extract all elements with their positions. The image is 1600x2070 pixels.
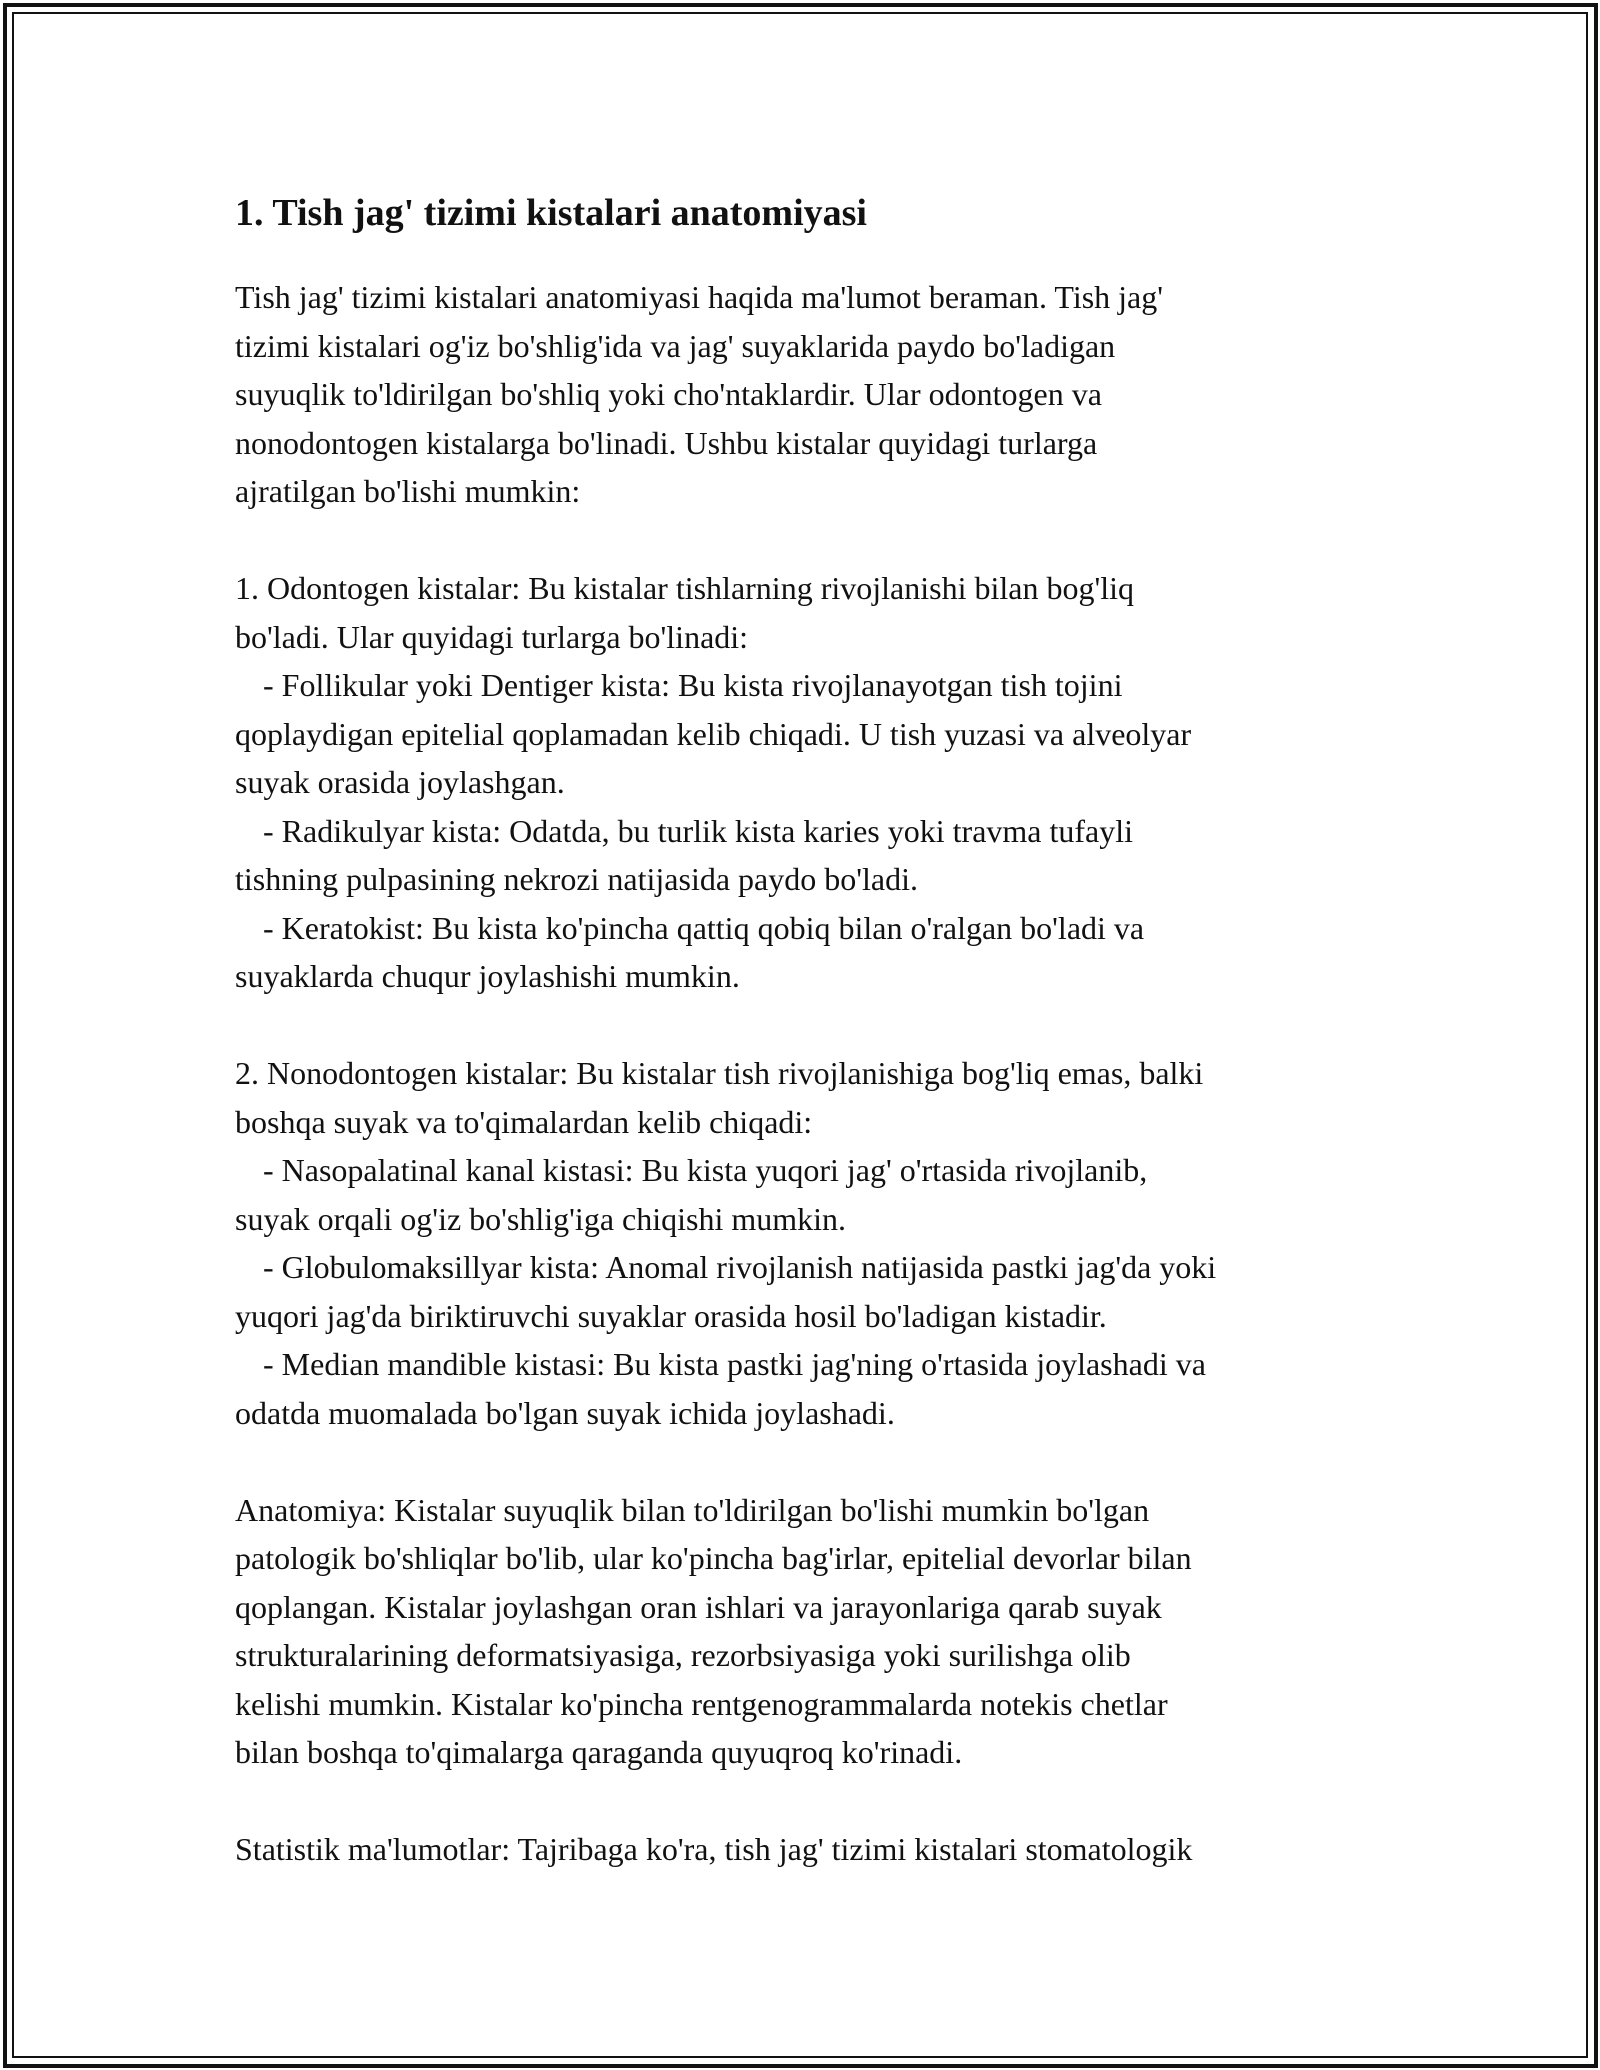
- document-title: 1. Tish jag' tizimi kistalari anatomiyasi: [235, 192, 867, 234]
- text-line: nonodontogen kistalarga bo'linadi. Ushbu kistalar quyidagi turlarga: [235, 424, 1098, 461]
- text-line: Statistik ma'lumotlar: Tajribaga ko'ra, tish jag' tizimi kistalari stomatologik: [235, 1831, 1193, 1867]
- text-line: 2. Nonodontogen kistalar: Bu kistalar tish rivojlanishiga bog'liq emas, balki: [235, 1055, 1204, 1091]
- text-line: kelishi mumkin. Kistalar ko'pincha rentgenogrammalarda notekis chetlar: [235, 1685, 1168, 1722]
- text-line: boshqa suyak va to'qimalardan kelib chiqadi:: [235, 1103, 813, 1140]
- text-line: tizimi kistalari og'iz bo'shlig'ida va jag' suyaklarida paydo bo'ladigan: [235, 327, 1116, 364]
- text-line: suyaklarda chuqur joylashishi mumkin.: [235, 958, 740, 994]
- list-item-line: - Follikular yoki Dentiger kista: Bu kista rivojlanayotgan tish tojini: [263, 667, 1123, 703]
- paragraph-spacer: [235, 516, 1365, 565]
- paragraph-spacer: [235, 1777, 1365, 1826]
- text-line: yuqori jag'da biriktiruvchi suyaklar orasida hosil bo'ladigan kistadir.: [235, 1297, 1107, 1334]
- text-line: suyak orasida joylashgan.: [235, 764, 565, 800]
- anatomy-paragraph: [235, 1486, 1365, 1777]
- list-item-line: - Radikulyar kista: Odatda, bu turlik kista karies yoki travma tufayli: [263, 812, 1134, 849]
- text-line: suyuqlik to'ldirilgan bo'shliq yoki cho'ntaklardir. Ular odontogen va: [235, 376, 1102, 412]
- odontogen-section: [235, 564, 1365, 1001]
- text-line: patologik bo'shliqlar bo'lib, ular ko'pincha bag'irlar, epitelial devorlar bilan: [235, 1540, 1192, 1576]
- intro-paragraph: [235, 273, 1365, 516]
- text-line: bo'ladi. Ular quyidagi turlarga bo'linadi:: [235, 618, 749, 655]
- paragraph-spacer: [235, 1001, 1365, 1050]
- nonodontogen-section: [235, 1049, 1365, 1437]
- text-line: bilan boshqa to'qimalarga qaraganda quyuqroq ko'rinadi.: [235, 1734, 963, 1770]
- text-line: suyak orqali og'iz bo'shlig'iga chiqishi mumkin.: [235, 1200, 847, 1237]
- text-line: qoplaydigan epitelial qoplamadan kelib chiqadi. U tish yuzasi va alveolyar: [235, 715, 1192, 752]
- text-line: qoplangan. Kistalar joylashgan oran ishlari va jarayonlariga qarab suyak: [235, 1588, 1162, 1625]
- text-line: strukturalarining deformatsiyasiga, rezorbsiyasiga yoki surilishga olib: [235, 1637, 1131, 1673]
- text-line: Anatomiya: Kistalar suyuqlik bilan to'ldirilgan bo'lishi mumkin bo'lgan: [235, 1491, 1150, 1528]
- text-line: ajratilgan bo'lishi mumkin:: [235, 473, 581, 509]
- list-item-line: - Median mandible kistasi: Bu kista pastki jag'ning o'rtasida joylashadi va: [263, 1346, 1206, 1382]
- document-page: [235, 185, 1365, 1874]
- list-item-line: - Nasopalatinal kanal kistasi: Bu kista yuqori jag' o'rtasida rivojlanib,: [263, 1152, 1148, 1188]
- paragraph-spacer: [235, 1437, 1365, 1486]
- text-line: tishning pulpasining nekrozi natijasida paydo bo'ladi.: [235, 861, 918, 897]
- text-line: Tish jag' tizimi kistalari anatomiyasi haqida ma'lumot beraman. Tish jag': [235, 279, 1164, 315]
- text-line: 1. Odontogen kistalar: Bu kistalar tishlarning rivojlanishi bilan bog'liq: [235, 570, 1134, 606]
- list-item-line: - Globulomaksillyar kista: Anomal rivojlanish natijasida pastki jag'da yoki: [263, 1249, 1217, 1285]
- text-line: odatda muomalada bo'lgan suyak ichida joylashadi.: [235, 1394, 895, 1431]
- list-item-line: - Keratokist: Bu kista ko'pincha qattiq qobiq bilan o'ralgan bo'ladi va: [263, 909, 1145, 946]
- statistics-paragraph: [235, 1825, 1365, 1874]
